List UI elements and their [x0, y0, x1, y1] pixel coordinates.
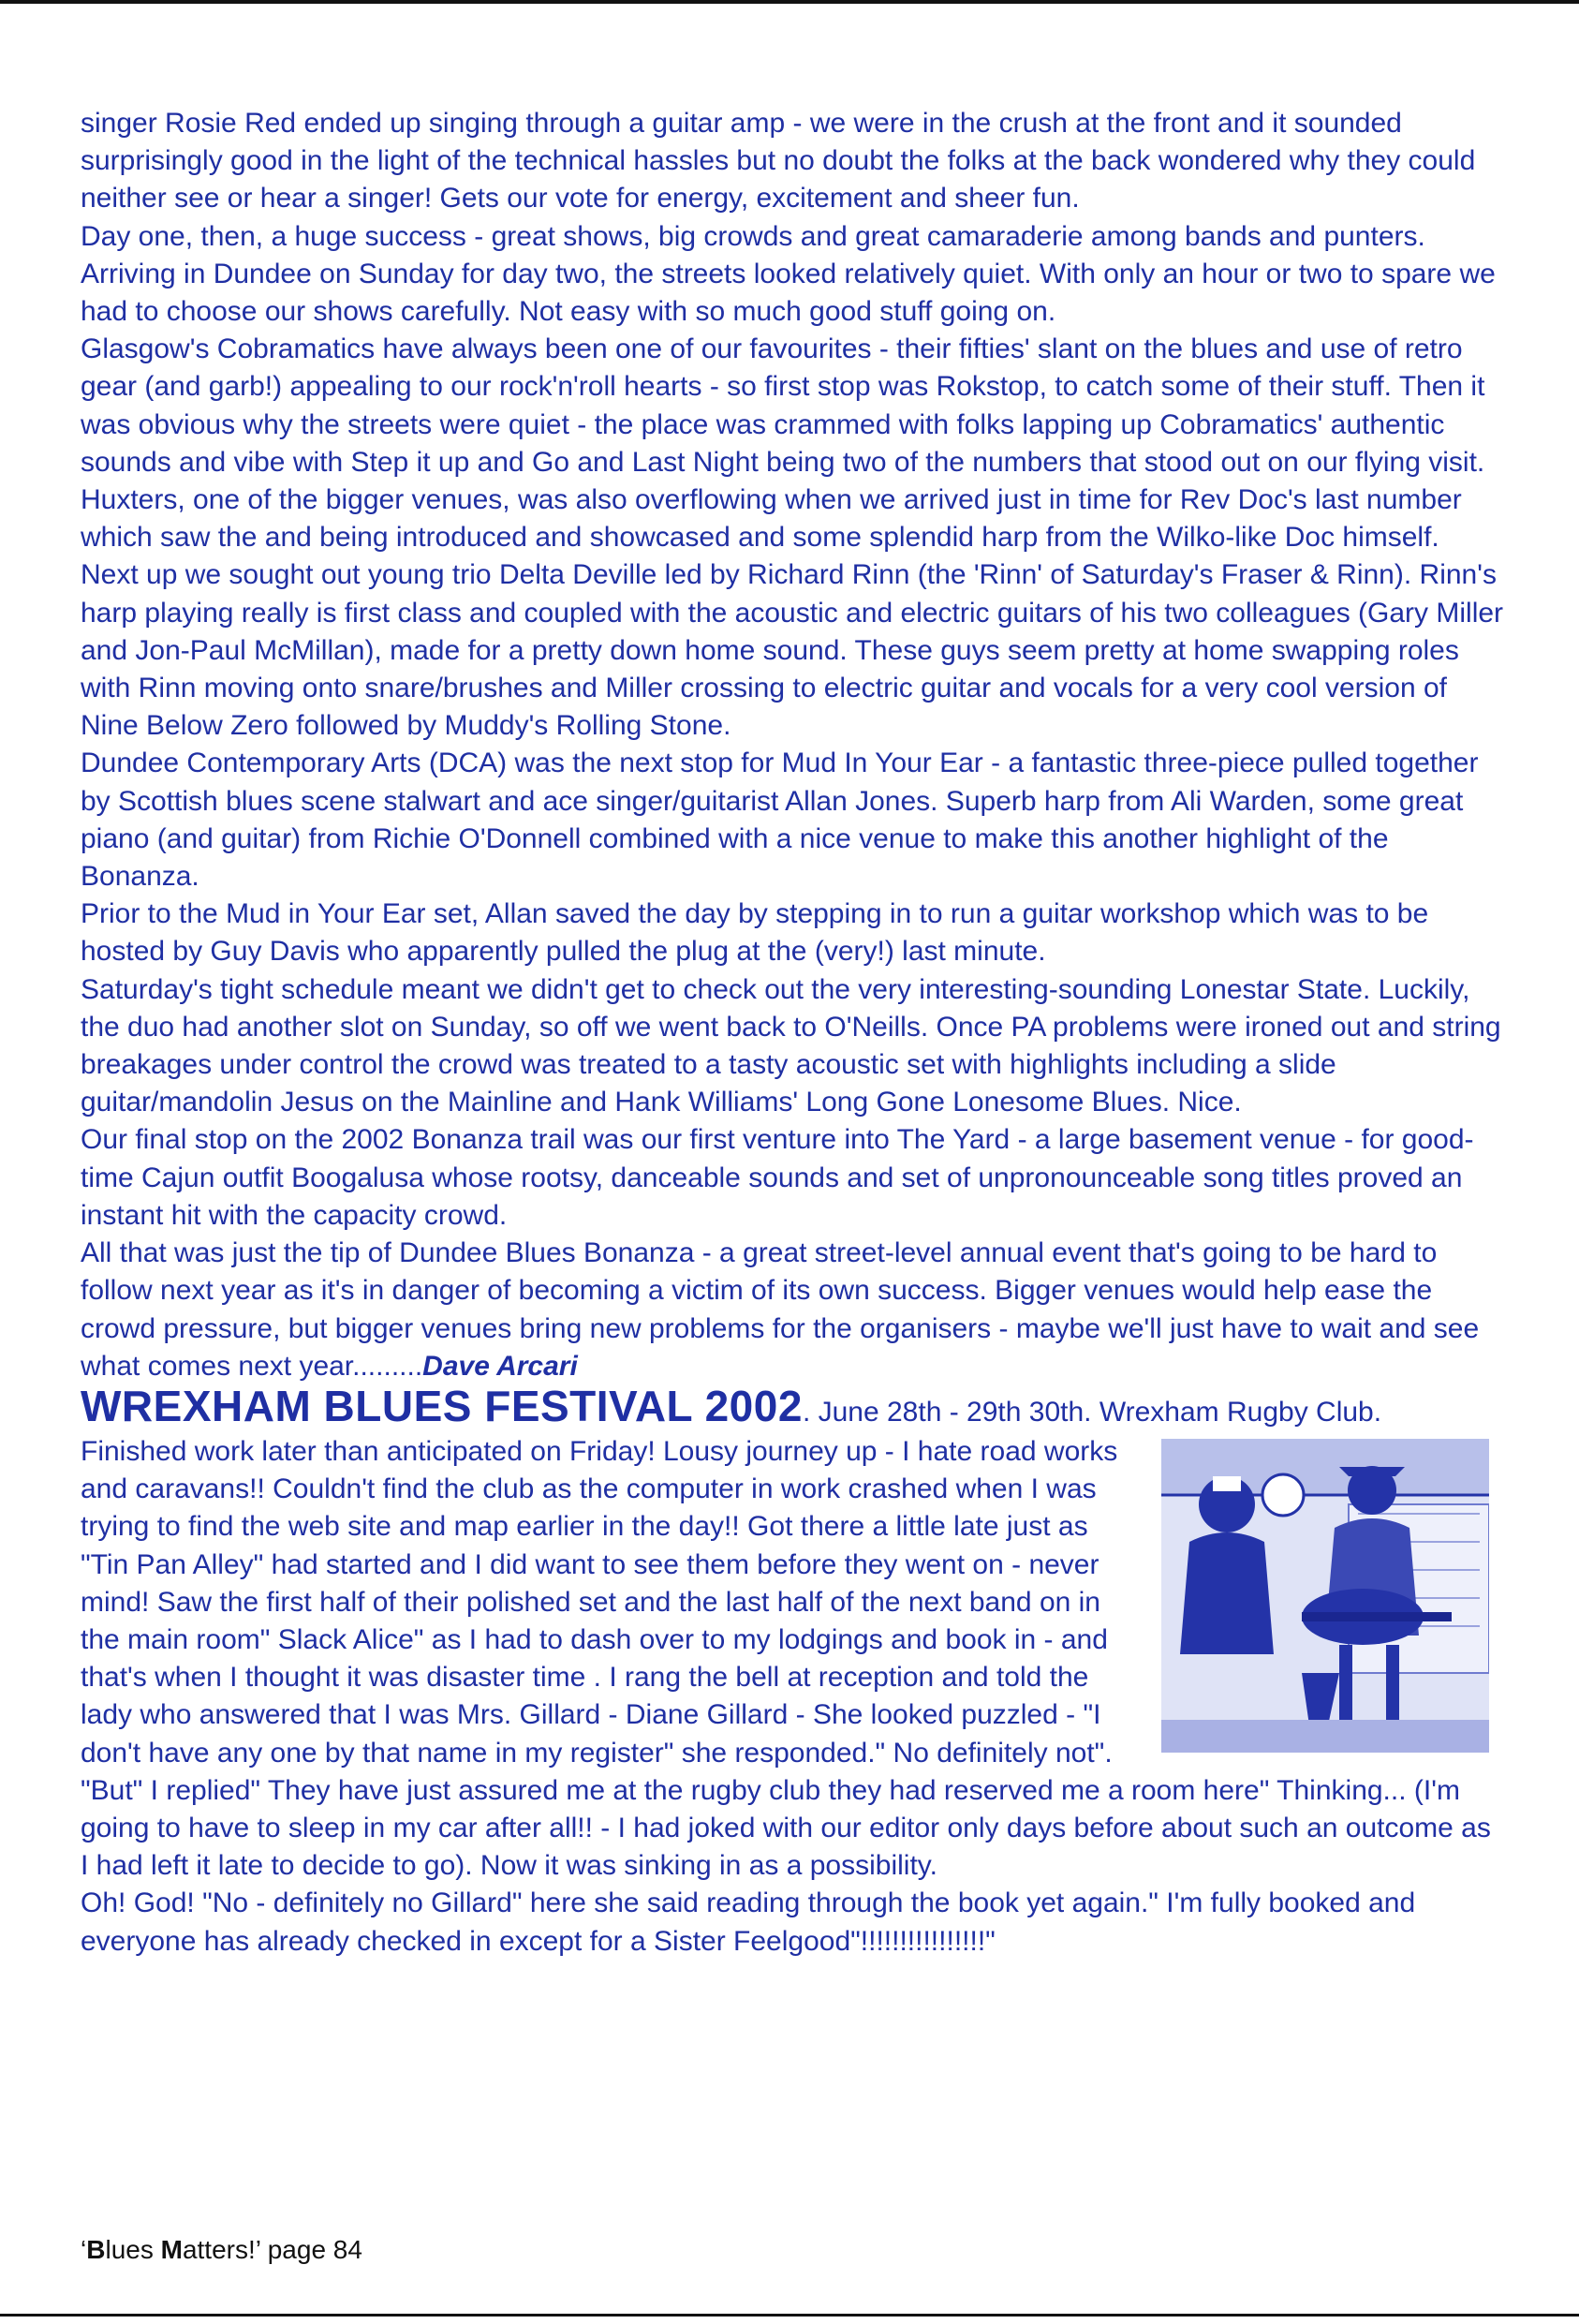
paragraph: Glasgow's Cobramatics have always been one of our favourites - their fifties' slant on the blues and use of retro gear (and garb!) appealing to our rock'n'roll hearts - so first stop was Rokstop, to catch some of their stuff. Then it was obvious why the streets were quiet - the place was crammed with folks lapping up Cobramatics' authentic sounds and vibe with Step it up and Go and Last Night being two of the numbers that stood out on our flying visit.: [81, 333, 1485, 478]
article-body: [81, 105, 1504, 1961]
bottom-border-rule: [0, 2314, 1579, 2317]
paragraph: Saturday's tight schedule meant we didn't get to check out the very interesting-sounding Lonestar State. Luckily, the duo had another slot on Sunday, so off we went back to O'Neills. Once PA problems were ironed out and string breakages under control the crowd was treated to a tasty acoustic set with highlights including a slide guitar/mandolin Jesus on the Mainline and Hank Williams' Long Gone Lonesome Blues. Nice.: [81, 973, 1501, 1118]
footer-initial-m: M: [160, 2235, 183, 2264]
page-footer: [81, 2235, 362, 2265]
paragraph: Dundee Contemporary Arts (DCA) was the next stop for Mud In Your Ear - a fantastic three-piece pulled together by Scottish blues scene stalwart and ace singer/guitarist Allan Jones. Superb harp from Ali Warden, some great piano (and guitar) from Richie O'Donnell combined with a nice venue to make this another highlight of the Bonanza.: [81, 748, 1479, 893]
paragraph: Huxters, one of the bigger venues, was also overflowing when we arrived just in time for Rev Doc's last number which saw the and being introduced and showcased and some splendid harp from the Wilko-like Doc himself.: [81, 484, 1462, 554]
festival-heading: [81, 1381, 1504, 1433]
footer-quote: ‘: [81, 2235, 87, 2264]
paragraph: Next up we sought out young trio Delta Deville led by Richard Rinn (the 'Rinn' of Saturday's Fraser & Rinn). Rinn's harp playing really is first class and coupled with the acoustic and electric guitars of his two colleagues (Gary Miller and Jon-Paul McMillan), made for a pretty down home sound. These guys seem pretty at home swapping roles with Rinn moving onto snare/brushes and Miller crossing to electric guitar and vocals for a very cool version of Nine Below Zero followed by Muddy's Rolling Stone.: [81, 559, 1504, 742]
festival-paragraph: [81, 1433, 1504, 1885]
footer-page-number: atters!’ page 84: [182, 2235, 362, 2264]
paragraph: Day one, then, a huge success - great shows, big crowds and great camaraderie among bands and punters.: [81, 220, 1425, 252]
paragraph: Prior to the Mud in Your Ear set, Allan saved the day by stepping in to run a guitar workshop which was to be hosted by Guy Davis who apparently pulled the plug at the (very!) last minute.: [81, 898, 1429, 968]
author-signoff: Dave Arcari: [422, 1350, 578, 1382]
footer-initial-b: B: [86, 2235, 106, 2264]
closing-paragraph: [81, 1235, 1504, 1385]
footer-text: lues: [105, 2235, 161, 2264]
paragraph: Our final stop on the 2002 Bonanza trail was our first venture into The Yard - a large basement venue - for good-time Cajun outfit Boogalusa whose rootsy, danceable sounds and set of unpronounceable song titles proved an instant hit with the capacity crowd.: [81, 1124, 1474, 1231]
closing-text: All that was just the tip of Dundee Blues Bonanza - a great street-level annual event that's going to be hard to follow next year as it's in danger of becoming a victim of its own success. Bigger venues would help ease the crowd pressure, but bigger venues bring new problems for the organisers - maybe we'll just have to wait and see what comes next year.........: [81, 1237, 1480, 1382]
band-photo: [1161, 1439, 1489, 1753]
festival-text: Finished work later than anticipated on Friday! Lousy journey up - I hate road works and caravans!! Couldn't find the club as the computer in work crashed when I was trying to find the web site and map earlier in the day!! Got there a little late just as "Tin Pan Alley" had started and I did want to see them before they went on - never mind! Saw the first half of their polished set and the last half of the next band on in the main room" Slack Alice" as I had to dash over to my lodgings and book in - and that's when I thought it was disaster time . I rang the bell at reception and told the lady who answered that I was Mrs. Gillard - Diane Gillard - She looked puzzled - "I don't have any one by that name in my register" she responded." No definitely not". "But" I replied" They have just assured me at the rugby club they had reserved me a room here" Thinking... (I'm going to have to sleep in my car after all!! - I had joked with our editor only days before about such an outcome as I had left it late to decide to go). Now it was sinking in as a possibility.: [81, 1435, 1491, 1882]
festival-dates: . June 28th - 29th 30th. Wrexham Rugby Club.: [802, 1396, 1382, 1428]
paragraph: singer Rosie Red ended up singing through a guitar amp - we were in the crush at the front and it sounded surprisingly good in the light of the technical hassles but no doubt the folks at the back wondered why they could neither see or hear a singer! Gets our vote for energy, excitement and sheer fun.: [81, 108, 1476, 215]
festival-title: WREXHAM BLUES FESTIVAL 2002: [81, 1381, 803, 1430]
band-photo-image: [1161, 1439, 1489, 1753]
festival-paragraph: Oh! God! "No - definitely no Gillard" here she said reading through the book yet again." I'm fully booked and everyone has already checked in except for a Sister Feelgood"!!!!!!!!!!!!!!!!": [81, 1887, 1416, 1957]
top-border-rule: [0, 0, 1579, 4]
paragraph: Arriving in Dundee on Sunday for day two, the streets looked relatively quiet. With only an hour or two to spare we had to choose our shows carefully. Not easy with so much good stuff going on.: [81, 258, 1496, 328]
